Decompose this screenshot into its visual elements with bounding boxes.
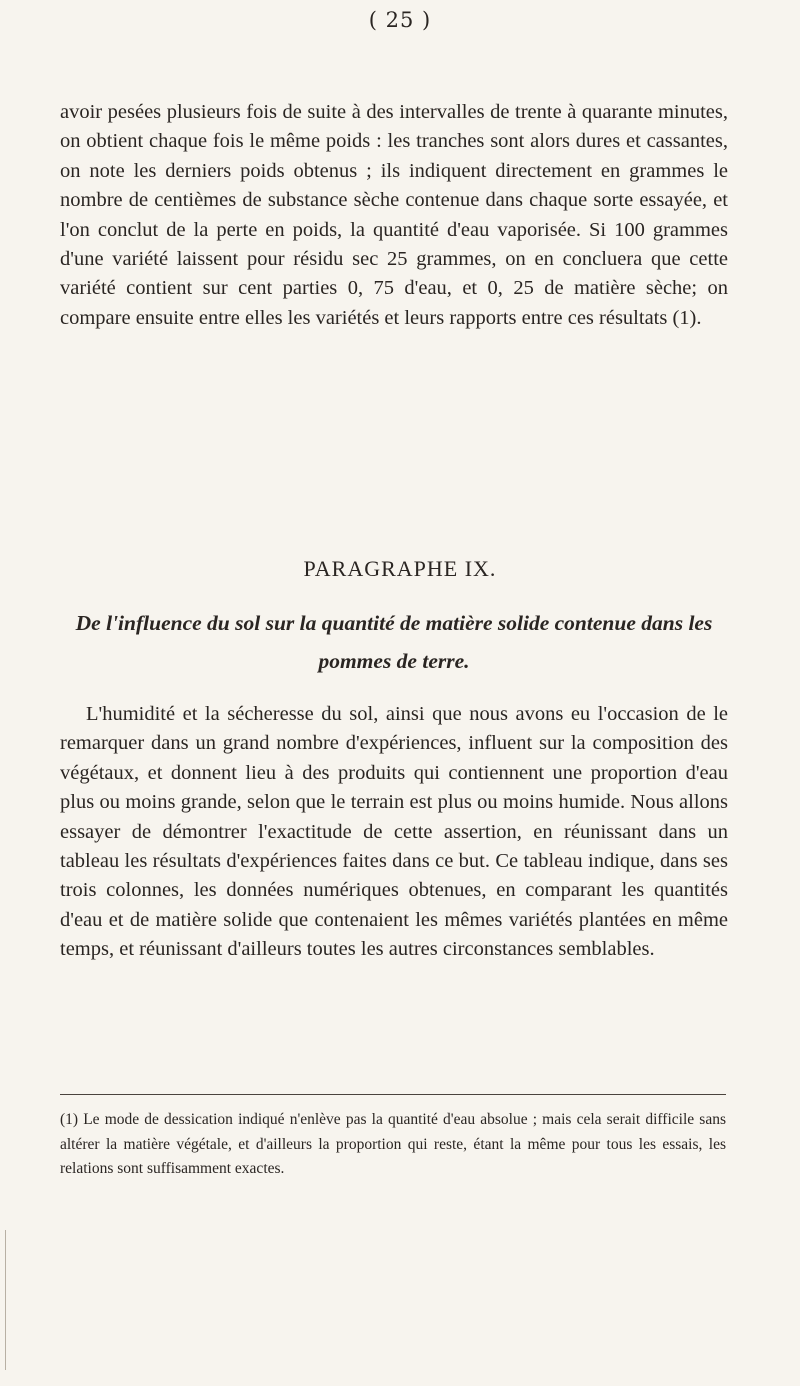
section-heading: PARAGRAPHE IX.	[303, 556, 497, 581]
page-number: ( 25 )	[368, 8, 432, 32]
section-subtitle: De l'influence du sol sur la quantité de matière solide contenue dans les pommes de terre.	[75, 611, 713, 673]
footnote-divider	[60, 1094, 726, 1095]
footnote: (1) Le mode de dessication indiqué n'enlève pas la quantité d'eau absolue ; mais cela serait difficile sans altérer la matière végétale, et d'ailleurs la proportion qui reste, étant la même pour tous les essais, les relations sont suffisamment exactes.	[60, 1111, 726, 1177]
body-paragraph-continued: avoir pesées plusieurs fois de suite à des intervalles de trente à quarante minutes, on obtient chaque fois le même poids : les tranches sont alors dures et cassantes, on note les derniers poids obtenus ; ils indiquent directement en grammes le nombre de centièmes de substance sèche contenue dans chaque sorte essayée, et l'on conclut de la perte en poids, la quantité d'eau vaporisée. Si 100 grammes d'une variété laissent pour résidu sec 25 grammes, on en concluera que cette variété contient sur cent parties 0, 75 d'eau, et 0, 25 de matière sèche; on compare ensuite entre elles les variétés et leurs rapports entre ces résultats (1).	[60, 101, 728, 329]
body-paragraph: L'humidité et la sécheresse du sol, ainsi que nous avons eu l'occasion de le remarquer dans un grand nombre d'expériences, influent sur la composition des végétaux, et donnent lieu à des produits qui contiennent une proportion d'eau plus ou moins grande, selon que le terrain est plus ou moins humide. Nous allons essayer de démontrer l'exactitude de cette assertion, en réunissant dans un tableau les résultats d'expériences faites dans ce but. Ce tableau indique, dans ses trois colonnes, les données numériques obtenues, en comparant les quantités d'eau et de matière solide que contenaient les mêmes variétés plantées en même temps, et réunissant d'ailleurs toutes les autres circonstances semblables.	[60, 703, 728, 961]
page-edge-line	[5, 1230, 6, 1370]
